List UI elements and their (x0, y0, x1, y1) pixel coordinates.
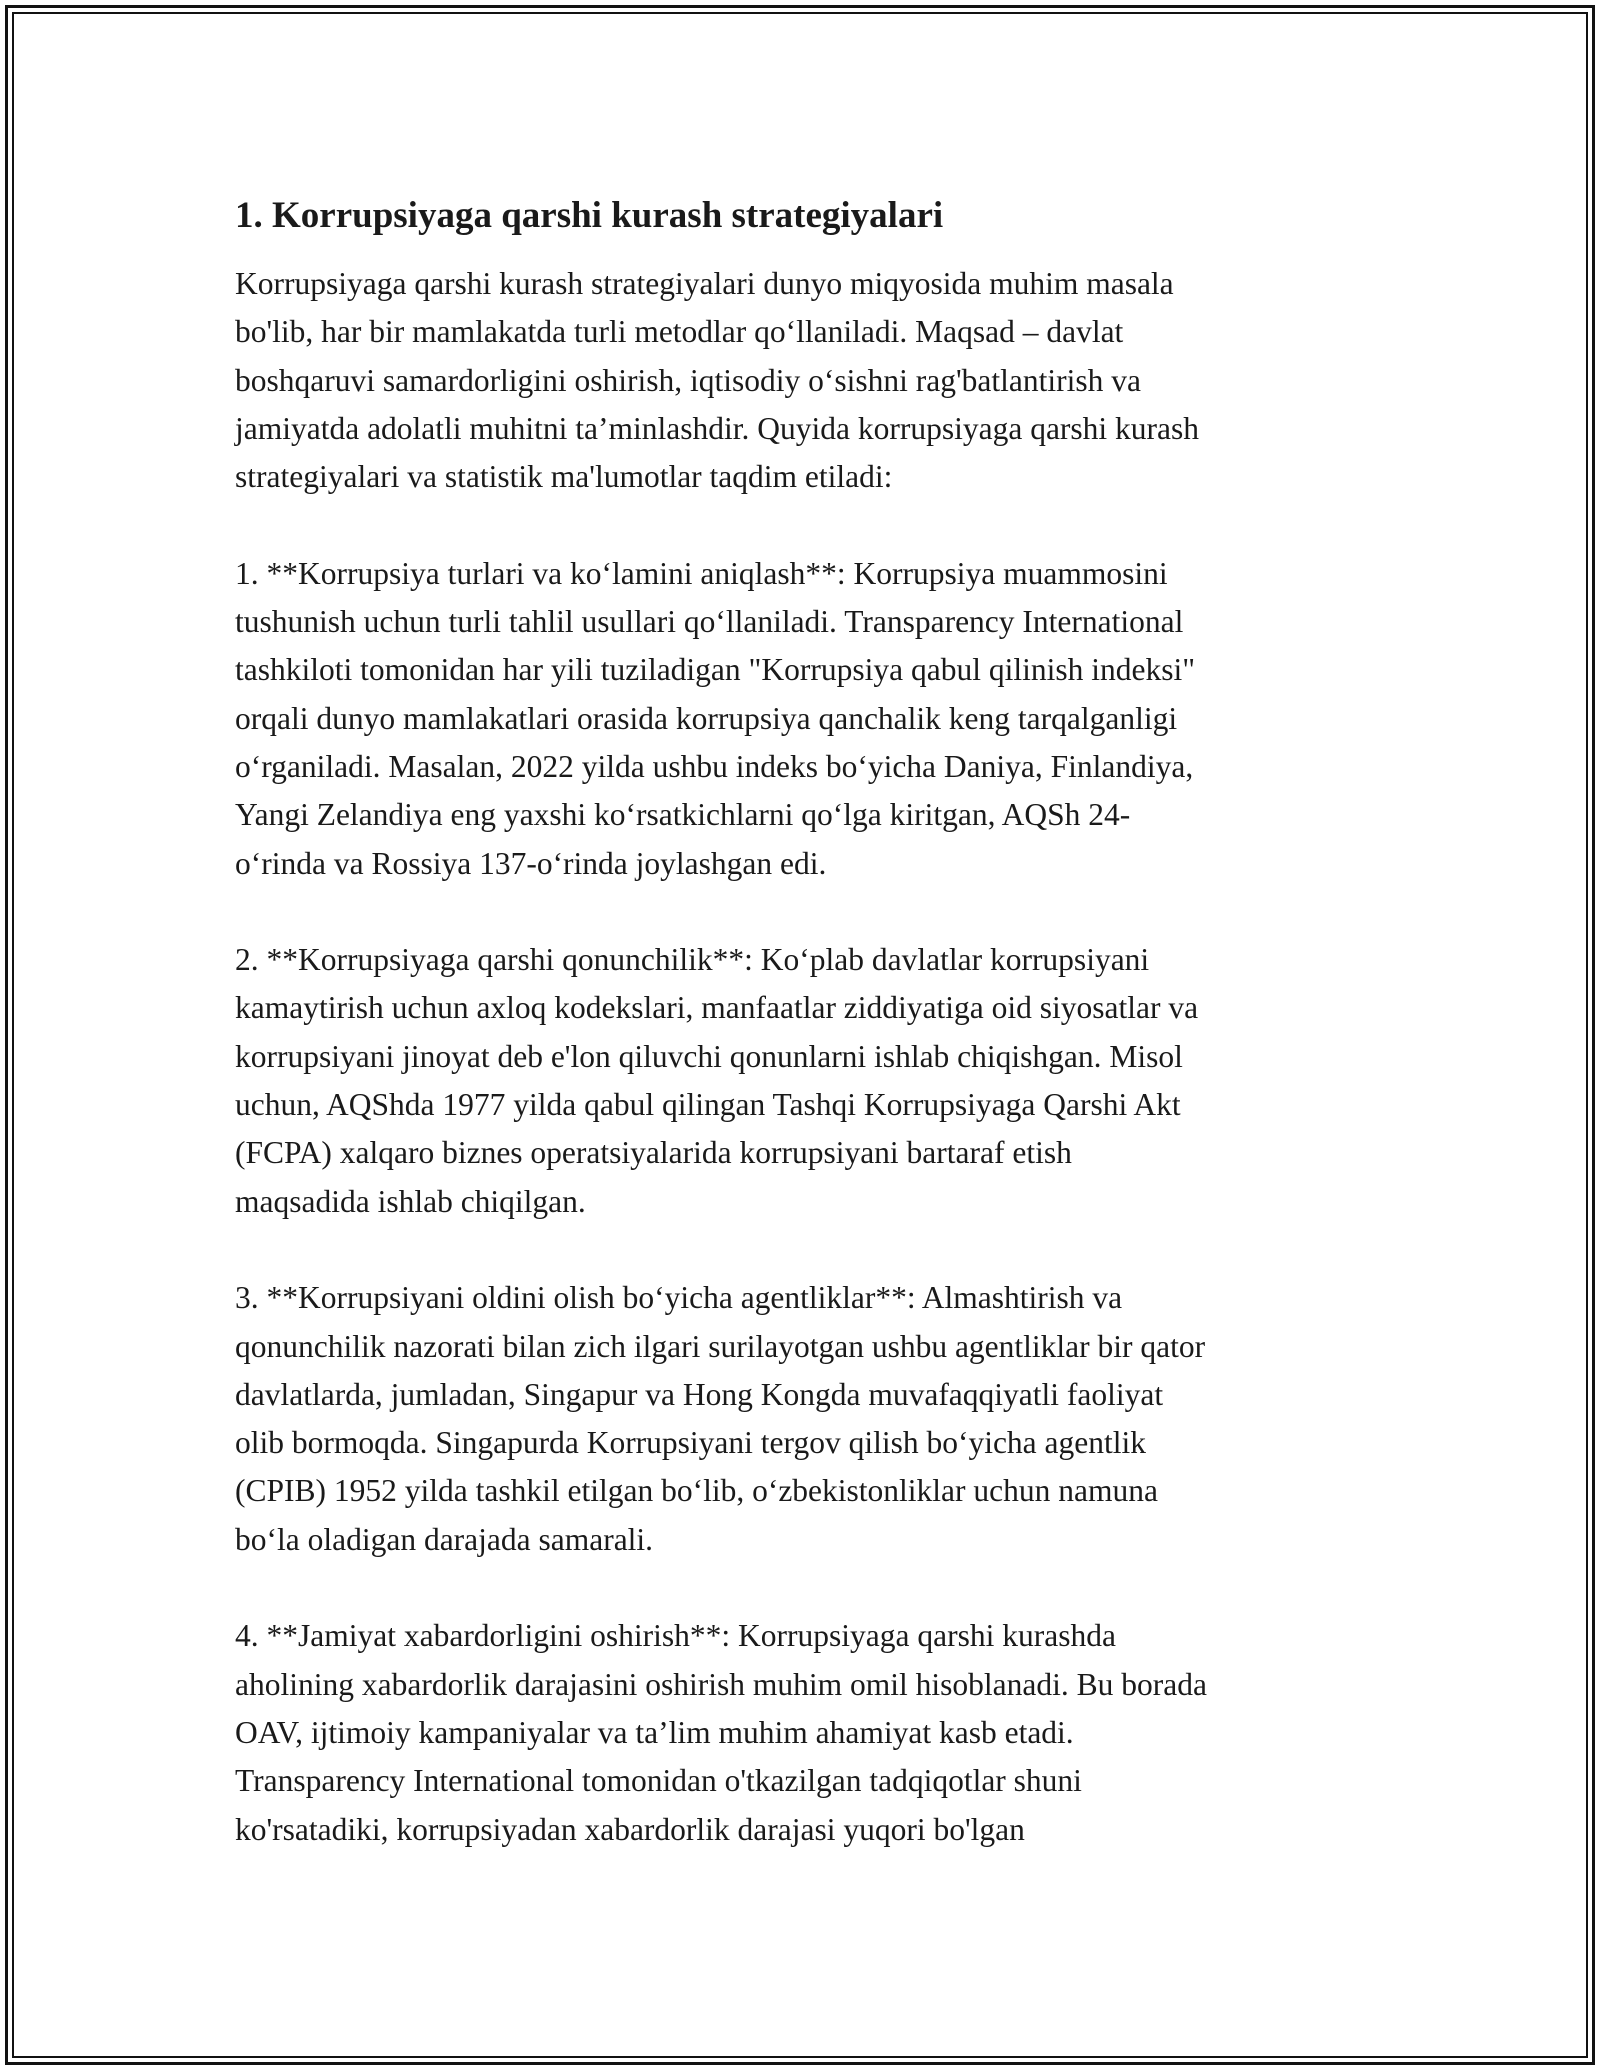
text-line: Korrupsiyaga qarshi kurash strategiyalari dunyo miqyosida muhim masala (235, 266, 1174, 301)
text-line: kamaytirish uchun axloq kodekslari, manfaatlar ziddiyatiga oid siyosatlar va (235, 990, 1199, 1026)
document-body (235, 190, 1375, 1902)
text-line: tashkiloti tomonidan har yili tuziladigan "Korrupsiya qabul qilinish indeksi" (235, 652, 1196, 688)
text-line: uchun, AQShda 1977 yilda qabul qilingan Tashqi Korrupsiyaga Qarshi Akt (235, 1087, 1181, 1123)
text-line: 1. **Korrupsiya turlari va ko‘lamini aniqlash**: Korrupsiya muammosini (235, 555, 1168, 591)
list-item-paragraph-3 (235, 1274, 1375, 1564)
text-line: aholining xabardorlik darajasini oshirish muhim omil hisoblanadi. Bu borada (235, 1666, 1207, 1702)
list-item-paragraph-4 (235, 1612, 1375, 1853)
text-line: Transparency International tomonidan o'tkazilgan tadqiqotlar shuni (235, 1763, 1082, 1799)
text-line: 3. **Korrupsiyani oldini olish bo‘yicha agentliklar**: Almashtirish va (235, 1280, 1123, 1316)
text-line: strategiyalari va statistik ma'lumotlar taqdim etiladi: (235, 459, 893, 495)
text-line: o‘rganiladi. Masalan, 2022 yilda ushbu indeks bo‘yicha Daniya, Finlandiya, (235, 748, 1194, 784)
list-item-paragraph-2 (235, 936, 1375, 1226)
text-line: jamiyatda adolatli muhitni ta’minlashdir. Quyida korrupsiyaga qarshi kurash (235, 410, 1200, 446)
text-line: maqsadida ishlab chiqilgan. (235, 1183, 586, 1219)
intro-paragraph (235, 260, 1375, 501)
text-line: boshqaruvi samardorligini oshirish, iqtisodiy o‘sishni rag'batlantirish va (235, 362, 1141, 398)
text-line: o‘rinda va Rossiya 137-o‘rinda joylashgan edi. (235, 845, 827, 881)
section-heading: 1. Korrupsiyaga qarshi kurash strategiyalari (235, 195, 944, 236)
text-line: olib bormoqda. Singapurda Korrupsiyani tergov qilish bo‘yicha agentlik (235, 1425, 1147, 1461)
text-line: OAV, ijtimoiy kampaniyalar va ta’lim muhim ahamiyat kasb etadi. (235, 1714, 1074, 1750)
text-line: (CPIB) 1952 yilda tashkil etilgan bo‘lib, o‘zbekistonliklar uchun namuna (235, 1473, 1158, 1509)
text-line: Yangi Zelandiya eng yaxshi ko‘rsatkichlarni qo‘lga kiritgan, AQSh 24- (235, 797, 1131, 833)
text-line: (FCPA) xalqaro biznes operatsiyalarida korrupsiyani bartaraf etish (235, 1135, 1072, 1171)
text-line: orqali dunyo mamlakatlari orasida korrupsiya qanchalik keng tarqalganligi (235, 700, 1178, 736)
list-item-paragraph-1 (235, 550, 1375, 888)
text-line: qonunchilik nazorati bilan zich ilgari surilayotgan ushbu agentliklar bir qator (235, 1328, 1206, 1364)
text-line: korrupsiyani jinoyat deb e'lon qiluvchi qonunlarni ishlab chiqishgan. Misol (235, 1038, 1183, 1074)
text-line: davlatlarda, jumladan, Singapur va Hong Kongda muvafaqqiyatli faoliyat (235, 1376, 1164, 1412)
text-line: 2. **Korrupsiyaga qarshi qonunchilik**: Ko‘plab davlatlar korrupsiyani (235, 942, 1150, 978)
text-line: bo‘la oladigan darajada samarali. (235, 1521, 654, 1557)
text-line: tushunish uchun turli tahlil usullari qo‘llaniladi. Transparency International (235, 604, 1184, 640)
text-line: ko'rsatadiki, korrupsiyadan xabardorlik darajasi yuqori bo'lgan (235, 1811, 1025, 1847)
text-line: bo'lib, har bir mamlakatda turli metodlar qo‘llaniladi. Maqsad – davlat (235, 314, 1124, 350)
text-line: 4. **Jamiyat xabardorligini oshirish**: Korrupsiyaga qarshi kurashda (235, 1618, 1116, 1654)
